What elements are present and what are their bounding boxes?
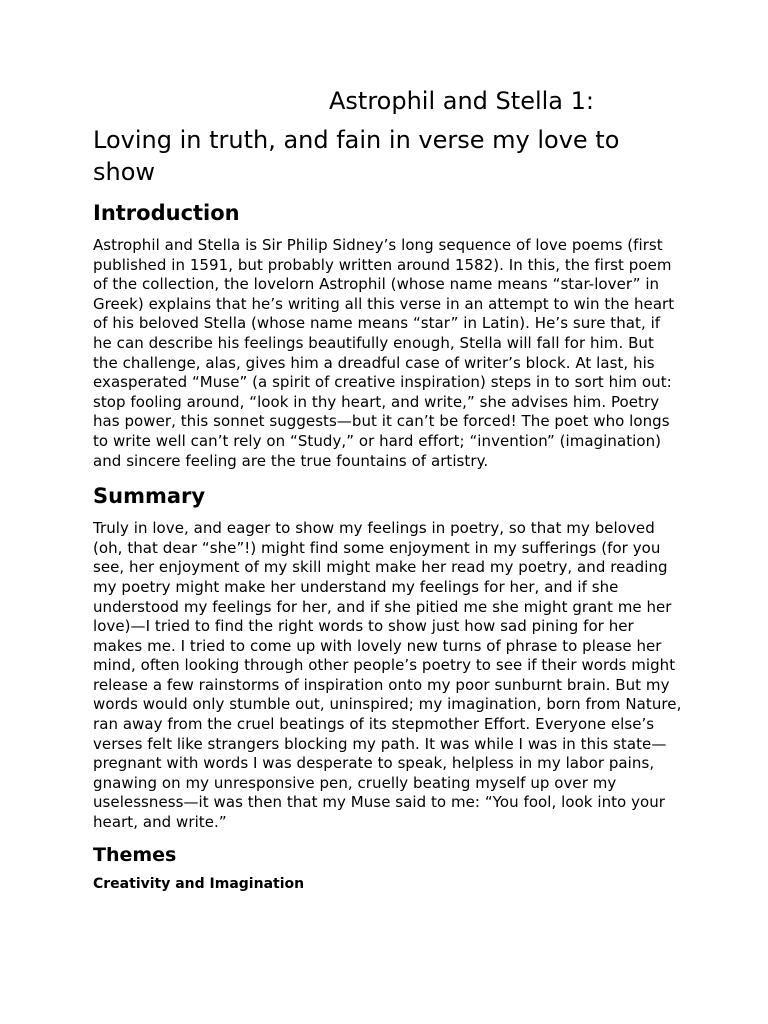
document-subtitle: Loving in truth, and fain in verse my love to show <box>93 126 620 186</box>
introduction-paragraph: Astrophil and Stella is Sir Philip Sidney’s long sequence of love poems (first published in 1591, but probably written around 1582). In this, the first poem of the collection, the lovelorn Astrophil (whose name means “star-lover” in Greek) explains that he’s writing all this verse in an attempt to win the heart of his beloved Stella (whose name means “star” in Latin). He’s sure that, if he can describe his feelings beautifully enough, Stella will fall for him. But the challenge, alas, gives him a dreadful case of writer’s block. At last, his exasperated “Muse” (a spirit of creative inspiration) steps in to sort him out: stop fooling around, “look in thy heart, and write,” she advises him. Poetry has power, this sonnet suggests—but it can’t be forced! The poet who longs to write well can’t rely on “Study,” or hard effort; “invention” (imagination) and sincere feeling are the true fountains of artistry. <box>93 236 675 470</box>
document-page <box>93 84 683 894</box>
document-title: Astrophil and Stella 1: <box>329 87 594 115</box>
themes-heading: Themes <box>93 843 177 866</box>
introduction-heading: Introduction <box>93 201 240 225</box>
summary-paragraph: Truly in love, and eager to show my feelings in poetry, so that my beloved (oh, that dear “she”!) might find some enjoyment in my sufferings (for you see, her enjoyment of my skill might make her read my poetry, and reading my poetry might make her understand my feelings for her, and if she understood my feelings for her, and if she pitied me she might grant me her love)—I tried to find the right words to show just how sad pining for her makes me. I tried to come up with lovely new turns of phrase to please her mind, often looking through other people’s poetry to see if their words might release a few rainstorms of inspiration onto my poor sunburnt brain. But my words would only stumble out, uninspired; my imagination, born from Nature, ran away from the cruel beatings of its stepmother Effort. Everyone else’s verses felt like strangers blocking my path. It was while I was in this state—pregnant with words I was desperate to speak, helpless in my labor pains, gnawing on my unresponsive pen, cruelly beating myself up over my uselessness—it was then that my Muse said to me: “You fool, look into your heart, and write.” <box>93 519 682 832</box>
summary-heading: Summary <box>93 484 206 509</box>
theme-creativity-heading: Creativity and Imagination <box>93 875 305 892</box>
